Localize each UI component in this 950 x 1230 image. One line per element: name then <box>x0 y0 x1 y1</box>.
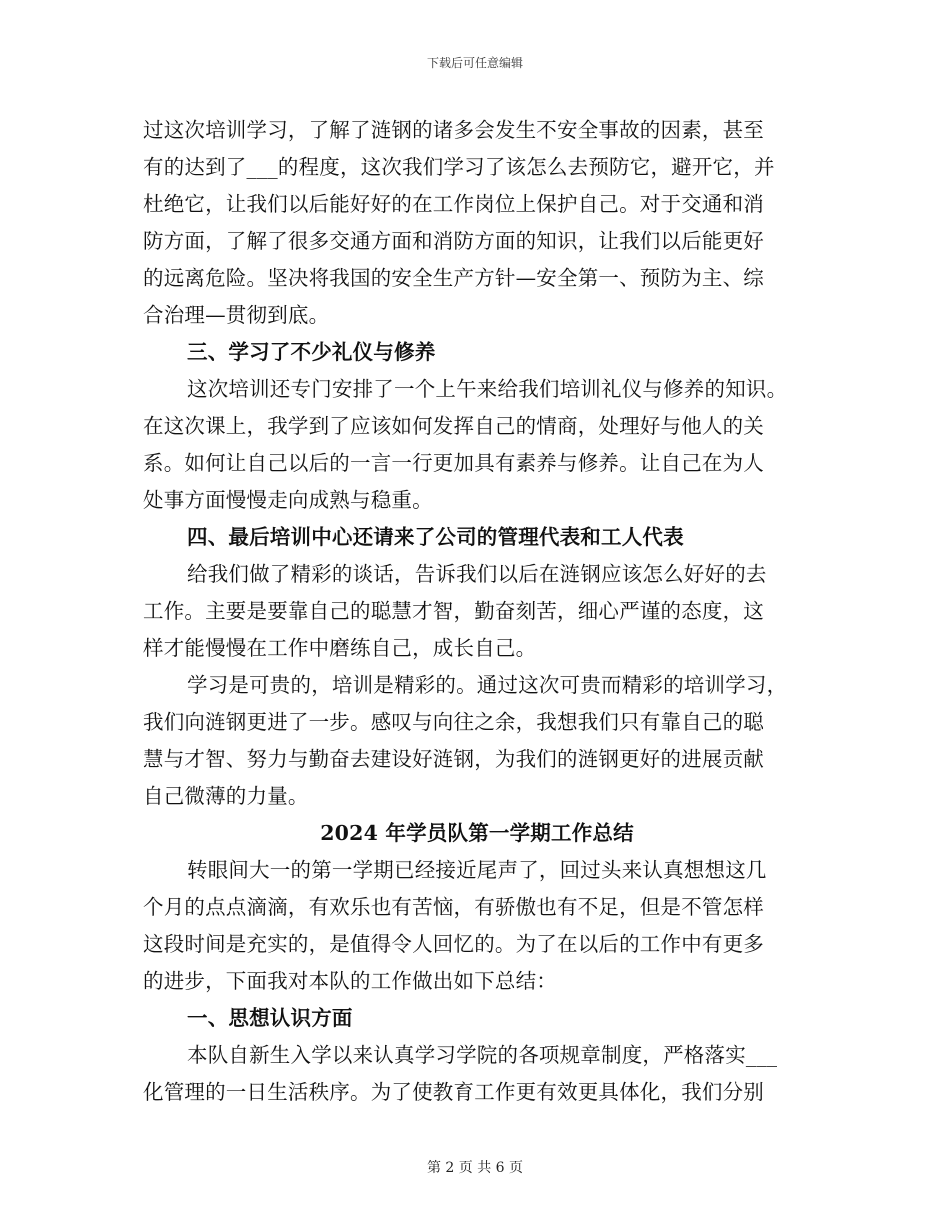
text-line-21: 转眼间大一的第一学期已经接近尾声了，回过头来认真想想这几 <box>187 858 767 882</box>
text-line-27: 化管理的一日生活秩序。为了使教育工作更有效更具体化，我们分别 <box>143 1080 764 1104</box>
text-line-10: 系。如何让自己以后的一言一行更加具有素养与修养。让自己在为人 <box>143 451 764 475</box>
text-line-23: 这段时间是充实的，是值得令人回忆的。为了在以后的工作中有更多 <box>143 932 764 956</box>
text-line-14: 工作。主要是要靠自己的聪慧才智，勤奋刻苦，细心严谨的态度，这 <box>143 599 764 623</box>
page-header: 下载后可任意编辑 <box>426 56 523 70</box>
text-line-5: 的远离危险。坚决将我国的安全生产方针—安全第一、预防为主、综 <box>143 266 764 290</box>
text-line-18: 慧与才智、努力与勤奋去建设好涟钢，为我们的涟钢更好的进展贡献 <box>143 747 764 771</box>
text-line-3: 杜绝它，让我们以后能好好的在工作岗位上保护自己。对于交通和消 <box>143 192 764 216</box>
section-heading-4: 四、最后培训中心还请来了公司的管理代表和工人代表 <box>187 525 684 549</box>
text-line-24: 的进步，下面我对本队的工作做出如下总结： <box>143 969 557 993</box>
text-line-9: 在这次课上，我学到了应该如何发挥自己的情商，处理好与他人的关 <box>143 414 764 438</box>
text-line-19: 自己微薄的力量。 <box>143 784 309 808</box>
text-line-8: 这次培训还专门安排了一个上午来给我们培训礼仪与修养的知识。 <box>187 377 788 401</box>
text-line-22: 个月的点点滴滴，有欢乐也有苦恼，有骄傲也有不足，但是不管怎样 <box>143 895 764 919</box>
text-line-26: 本队自新生入学以来认真学习学院的各项规章制度，严格落实___ <box>187 1043 778 1067</box>
document-body <box>143 112 811 1111</box>
section-heading-1: 一、思想认识方面 <box>187 1006 353 1030</box>
section-heading-3: 三、学习了不少礼仪与修养 <box>187 340 436 364</box>
text-line-6: 合治理—贯彻到底。 <box>143 303 330 327</box>
text-line-16: 学习是可贵的，培训是精彩的。通过这次可贵而精彩的培训学习， <box>187 673 788 697</box>
text-line-13: 给我们做了精彩的谈话，告诉我们以后在涟钢应该怎么好好的去 <box>187 562 767 586</box>
text-line-17: 我们向涟钢更进了一步。感叹与向往之余，我想我们只有靠自己的聪 <box>143 710 764 734</box>
text-line-11: 处事方面慢慢走向成熟与稳重。 <box>143 488 433 512</box>
text-line-15: 样才能慢慢在工作中磨练自己，成长自己。 <box>143 636 537 660</box>
text-line-1: 过这次培训学习，了解了涟钢的诸多会发生不安全事故的因素，甚至 <box>143 118 764 142</box>
document-title: 2024 年学员队第一学期工作总结 <box>320 821 634 845</box>
text-line-4: 防方面，了解了很多交通方面和消防方面的知识，让我们以后能更好 <box>143 229 764 253</box>
page-footer: 第 2 页 共 6 页 <box>426 1160 524 1176</box>
text-line-2: 有的达到了___的程度，这次我们学习了该怎么去预防它，避开它，并 <box>143 155 775 179</box>
